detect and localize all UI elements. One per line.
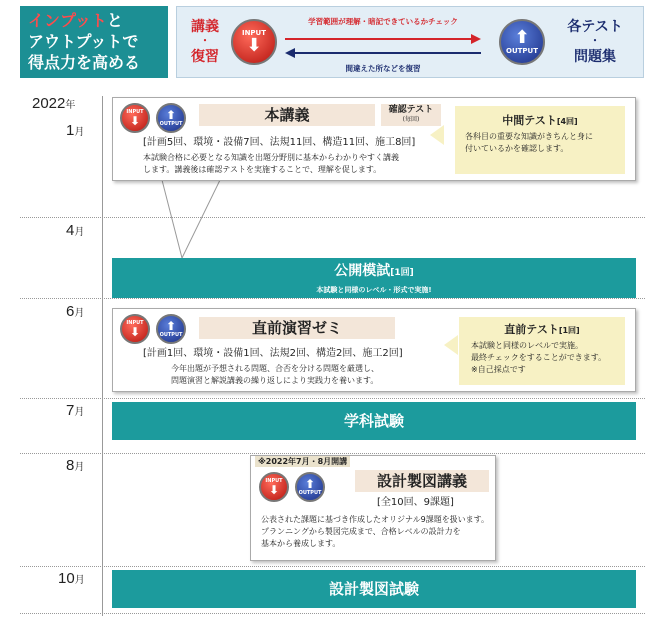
tagline-input: インプット — [28, 11, 107, 30]
input-icon — [231, 19, 277, 65]
output-icon: ⬆ OUTPUT — [156, 314, 186, 344]
tagline-to: と — [106, 11, 123, 30]
yellow-arrow-icon — [430, 125, 444, 145]
month-label-7: 7月 — [66, 402, 85, 419]
lecture-dot: ・ — [200, 36, 210, 47]
review-arrow — [285, 43, 481, 71]
check-arrow — [285, 15, 481, 43]
tests-label — [553, 17, 637, 67]
design-exam-banner: 設計製図試験 — [112, 570, 636, 608]
design-lecture-counts: [全10回、9課題] — [377, 497, 454, 508]
design-lecture-desc-2: プランニングから製図完成まで、合格レベルの設計力を — [261, 527, 461, 536]
header-tagline — [20, 6, 168, 78]
divider — [20, 398, 645, 399]
month-label-8: 8月 — [66, 457, 85, 474]
main-lecture-desc-1: 本試験合格に必要となる知識を出題分野別に基本からわかりやすく講義 — [143, 153, 399, 162]
design-lecture-desc-3: 基本から養成します。 — [261, 539, 341, 548]
review-arrow-text: 間違えた所などを復習 — [345, 64, 421, 73]
connector-lines — [160, 180, 240, 260]
output-icon-label: OUTPUT — [506, 47, 538, 55]
final-test-count: [1回] — [558, 326, 580, 335]
divider — [20, 298, 645, 299]
month-label-6: 6月 — [66, 303, 85, 320]
mock-exam-title: 公開模試 — [334, 263, 391, 279]
academic-exam-banner: 学科試験 — [112, 402, 636, 440]
tagline-score: 得点力を高める — [28, 53, 141, 72]
tests-dot: ・ — [590, 36, 600, 47]
review-text: 復習 — [191, 49, 219, 65]
mid-test-desc-2: 付いているかを確認します。 — [465, 144, 569, 153]
lecture-review-label — [185, 17, 225, 67]
final-test-title: 直前テスト — [504, 323, 559, 336]
design-lecture-badge: ※2022年7月・8月開講 — [255, 456, 350, 467]
mid-test-count: [4回] — [556, 117, 578, 126]
divider — [20, 566, 645, 567]
mock-exam-sub: 本試験と同様のレベル・形式で実施! — [316, 286, 432, 294]
output-icon: ⬆ OUTPUT — [295, 472, 325, 502]
yellow-arrow-icon — [444, 335, 458, 355]
seminar-desc-2: 問題演習と解説講義の繰り返しにより実践力を養います。 — [171, 376, 379, 385]
seminar-desc-1: 今年出題が予想される問題、合否を分ける問題を厳選し、 — [171, 364, 379, 373]
divider — [20, 217, 645, 218]
output-icon: ⬆ OUTPUT — [156, 103, 186, 133]
final-test-desc-3: ※自己採点です — [471, 365, 526, 374]
check-arrow-text: 学習範囲が理解・暗記できているかチェック — [308, 17, 458, 26]
design-lecture-card — [250, 455, 496, 561]
mid-test-box — [455, 106, 625, 174]
design-lecture-title: 設計製図講義 — [355, 470, 489, 492]
divider — [20, 453, 645, 454]
up-arrow-icon: ⬆ — [514, 27, 530, 48]
seminar-card — [112, 308, 636, 392]
timeline-axis — [102, 96, 103, 616]
final-test-box — [459, 317, 625, 385]
left-arrow-icon — [285, 48, 481, 58]
input-icon: INPUT ⬇ — [259, 472, 289, 502]
design-lecture-desc-1: 公表された課題に基づき作成したオリジナル9課題を扱います。 — [261, 515, 490, 524]
lecture-text: 講義 — [191, 19, 219, 35]
tests-text: 各テスト — [567, 19, 623, 35]
month-label-1: 1月 — [66, 122, 85, 139]
main-lecture-desc-2: します。講義後は確認テストを実施することで、理解を促します。 — [143, 165, 382, 174]
month-label-10: 10月 — [58, 570, 85, 587]
seminar-counts: [計画1回、環境・設備1回、法規2回、構造2回、施工2回] — [143, 348, 403, 359]
final-test-desc-1: 本試験と同様のレベルで実施。 — [471, 341, 583, 350]
mid-test-desc-1: 各科目の重要な知識がきちんと身に — [465, 132, 593, 141]
year-label: 2022年 — [32, 95, 76, 112]
main-lecture-title: 本講義 — [199, 104, 375, 126]
tagline-output: アウトプットで — [28, 32, 139, 51]
input-icon-label: INPUT — [241, 29, 267, 37]
mid-test-title: 中間テスト — [502, 114, 557, 127]
confirm-test-badge: 確認テスト (毎回) — [381, 104, 441, 126]
month-label-4: 4月 — [66, 222, 85, 239]
workbook-text: 問題集 — [574, 49, 616, 65]
mock-exam-count: [1回] — [390, 268, 414, 278]
divider — [20, 613, 645, 614]
input-output-cycle — [176, 6, 644, 78]
final-test-desc-2: 最終チェックをすることができます。 — [471, 353, 607, 362]
seminar-title: 直前演習ゼミ — [199, 317, 395, 339]
mock-exam-banner — [112, 258, 636, 298]
down-arrow-icon: ⬇ — [246, 35, 262, 56]
main-lecture-counts: [計画5回、環境・設備7回、法規11回、構造11回、施工8回] — [143, 137, 416, 148]
input-icon: INPUT ⬇ — [120, 103, 150, 133]
main-lecture-card — [112, 97, 636, 181]
output-icon — [499, 19, 545, 65]
input-icon: INPUT ⬇ — [120, 314, 150, 344]
